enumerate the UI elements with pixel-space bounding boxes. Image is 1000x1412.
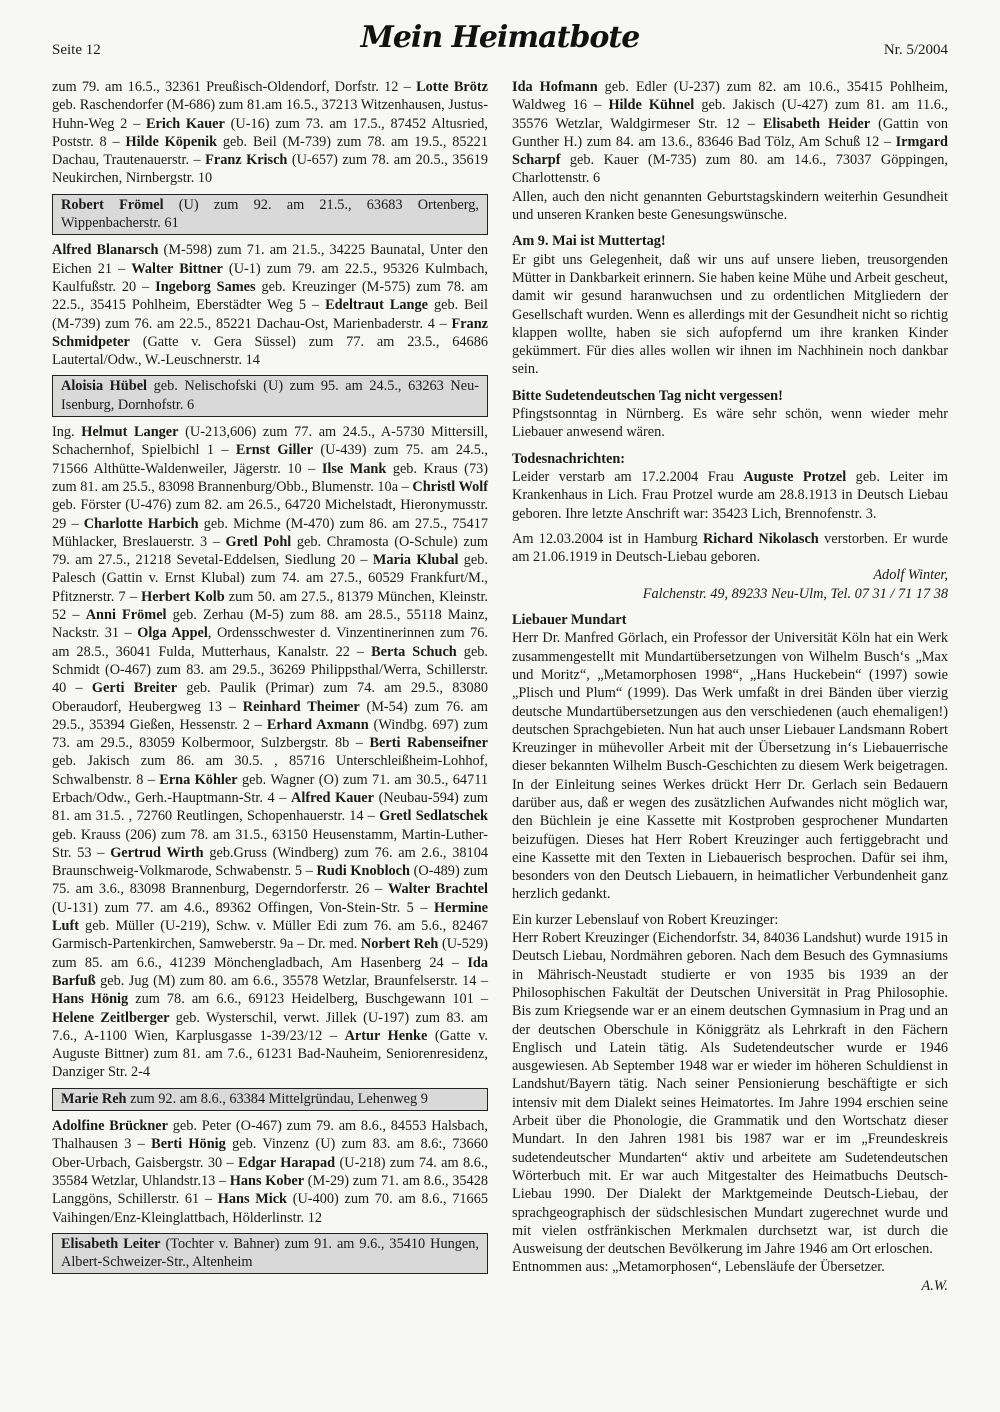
- person-name: Gretl Sedlatschek: [379, 808, 488, 825]
- mothers-day-heading: Am 9. Mai ist Muttertag!: [512, 233, 666, 250]
- person-name: Alfred Kauer: [291, 789, 374, 806]
- highlight-box-4: Elisabeth Leiter (Tochter v. Bahner) zum 91. am 9.6., 35410 Hungen, Albert-Schweizer-Str., Altenheim: [52, 1233, 488, 1275]
- person-name: Hans Mick: [217, 1191, 288, 1208]
- obituaries-heading: Todesnachrichten:: [512, 450, 626, 467]
- person-name: Franz Krisch: [205, 152, 288, 169]
- source-note: Entnommen aus: „Metamorphosen“, Lebensläufe der Übersetzer.: [512, 1259, 885, 1276]
- person-name: Ingeborg Sames: [155, 278, 256, 295]
- bio-text: Herr Robert Kreuzinger (Eichendorfstr. 34, 84036 Landshut) wurde 1915 in Deutsch Liebau, Nordmähren geboren. Nach dem Besuch des Gymnasiums in Mährisch-Neustadt studierte er von 1935 bis 1939 an der Philosophischen Fakultät der Deutschen Universität in Prag Philosophie. Bis zum Kriegsende war er an einem deutschen Gymnasium in Prag und an der deutschen Oberschule in Königgrätz als Lehrkraft in den Fächern Englisch und Latein tätig. Als Sudetendeutscher wurde er 1946 ausgewiesen. Ab September 1948 war er wieder im höheren Schuldienst in Landshut/Bayern tätig. Nach seiner Pensionierung beschäftigte er sich intensiv mit dem Dialekt seines Heimatortes. Im Jahre 1994 erschien seine Arbeit über die Phonologie, die Grammatik und den Wortschatz dieser Mundart. In den Jahren 1981 bis 1987 war er im „Freundeskreis sudetendeutscher Mundarten“ aktiv und arbeitete am Sudetendeutschen Wörterbuch mit. Er war auch Mitgestalter des Heimatbuchs Deutsch-Liebau 1990. Der Dialekt der Marktgemeinde Deutsch-Liebau, der sprachgeographisch der südschlesischen Mundart zugerechnet wurde und mit vielen ostfränkischen Merkmalen durchsetzt war, ist durch die Ausweisung der deutschen Bevölkerung im Jahre 1946 am Ort erloschen.: [512, 930, 948, 1258]
- obituary-2: Am 12.03.2004 ist in Hamburg Richard Nikolasch verstorben. Er wurde am 21.06.1919 in Deutsch-Liebau geboren.: [512, 530, 948, 566]
- person-name: Adolfine Brückner: [52, 1118, 168, 1135]
- person-name: Berti Hönig: [151, 1136, 226, 1153]
- masthead-logo: Mein Heimatbote: [360, 20, 640, 55]
- author-initials: A.W.: [921, 1277, 948, 1294]
- person-name: Christl Wolf: [412, 478, 488, 495]
- page-number: Seite 12: [52, 42, 101, 58]
- person-name: Rudi Knobloch: [316, 863, 410, 880]
- person-name: Edgar Harapad: [238, 1154, 336, 1171]
- person-name: Helene Zeitlberger: [52, 1009, 170, 1026]
- person-name: Ida Barfuß: [52, 954, 488, 989]
- person-name: Hilde Kühnel: [608, 97, 695, 114]
- birthday-list-4: Adolfine Brückner geb. Peter (O-467) zum 79. am 8.6., 84553 Halsbach, Thalhausen 3 – Berti Hönig geb. Vinzenz (U) zum 83. am 8.6:, 73660 Ober-Urbach, Gaisbergstr. 30 – Edgar Harapad (U-218) zum 74. am 8.6., 35584 Wetzlar, Uhlandstr.13 – Hans Kober (M-29) zum 71. am 8.6., 35428 Langgöns, Schillerstr. 61 – Hans Mick (U-400) zum 70. am 8.6., 71665 Vaihingen/Enz-Kleinglattbach, Hölderlinstr. 12: [52, 1118, 488, 1226]
- person-name: Gerti Breiter: [91, 680, 178, 697]
- person-name: Helmut Langer: [81, 424, 179, 441]
- left-column: [52, 78, 488, 1280]
- person-name: Franz Schmidpeter: [52, 315, 488, 350]
- person-name: Gertrud Wirth: [110, 844, 204, 861]
- person-name: Edeltraut Lange: [325, 297, 428, 314]
- person-name: Erhard Axmann: [266, 716, 369, 733]
- person-name: Hermine Luft: [52, 899, 488, 935]
- sudeten-day-heading: Bitte Sudetendeutschen Tag nicht vergessen!: [512, 387, 783, 404]
- sudeten-day-text: Pfingstsonntag in Nürnberg. Es wäre sehr schön, wenn wieder mehr Liebauer anwesend wären.: [512, 406, 948, 441]
- signature-name: Adolf Winter,: [873, 567, 948, 584]
- birthday-list-5: Ida Hofmann geb. Edler (U-237) zum 82. am 10.6., 35415 Pohlheim, Waldweg 16 – Hilde Kühnel geb. Jakisch (U-427) zum 81. am 11.6., 35576 Wetzlar, Waldgirmeser Str. 12 – Elisabeth Heider (Gattin von Gunther H.) zum 84. am 13.6., 83646 Bad Tölz, Am Schuß 12 – Irmgard Scharpf geb. Kauer (M-735) zum 80. am 14.6., 73037 Göppingen, Charlottenstr. 6: [512, 79, 948, 187]
- person-name: Elisabeth Heider: [762, 115, 871, 132]
- person-name: Aloisia Hübel: [61, 378, 148, 395]
- issue-number: Nr. 5/2004: [883, 42, 948, 58]
- person-name: Berti Rabenseifner: [369, 735, 489, 752]
- person-name: Ida Hofmann: [512, 79, 598, 95]
- birthday-list-2: Alfred Blanarsch (M-598) zum 71. am 21.5., 34225 Baunatal, Unter den Eichen 21 – Walter Bittner (U-1) zum 79. am 22.5., 95326 Kulmbach, Kaulfußstr. 20 – Ingeborg Sames geb. Kreuzinger (M-575) zum 78. am 22.5., 35415 Pohlheim, Eberstädter Weg 5 – Edeltraut Lange geb. Beil (M-739) zum 76. am 22.5., 85221 Dachau-Ost, Marienbaderstr. 4 – Franz Schmidpeter (Gatte v. Gera Süssel) zum 77. am 23.5., 64686 Lautertal/Odw., W.-Leuschnerstr. 14: [52, 242, 489, 369]
- person-name: Ernst Giller: [235, 442, 314, 459]
- person-name: Hans Kober: [229, 1172, 305, 1189]
- person-name: Alfred Blanarsch: [52, 242, 159, 259]
- person-name: Elisabeth Leiter: [61, 1235, 161, 1252]
- person-name: Hans Hönig: [52, 991, 129, 1008]
- person-name: Erna Köhler: [159, 771, 238, 788]
- highlight-box-3: Marie Reh zum 92. am 8.6., 63384 Mittelgründau, Lehenweg 9: [52, 1088, 488, 1111]
- person-name: Marie Reh: [61, 1090, 127, 1107]
- bio-intro: Ein kurzer Lebenslauf von Robert Kreuzinger:: [512, 911, 779, 928]
- mothers-day-text: Er gibt uns Gelegenheit, daß wir uns auf unsere lieben, treusorgenden Mütter in Dankbarkeit erinnern. Sie haben keine Mühe und Arbeit gescheut, damit wir gesund haranwuchsen und zu ordentlichen Mitgliedern der Gesellschaft wurden. Wenn es allerdings mit der Gesundheit nicht so richtig klappen wollte, haben sie sich aufopfernd um ihre kranken Kinder gekümmert. Für dies alles wollen wir ihnen im Nachhinein noch dankbar sein.: [512, 251, 948, 378]
- person-name: Irmgard Scharpf: [512, 133, 948, 169]
- person-name: Anni Frömel: [85, 607, 167, 624]
- dialect-text: Herr Dr. Manfred Görlach, ein Professor der Universität Köln hat ein Werk zusammengestellt mit Mundartübersetzungen von Wilhelm Busch‘s „Max und Moritz“, „Metamorphosen 1998“, „Hans Huckebein“ (1997) sowie „Plisch und Plum“ (1999). Das Werk umfaßt in drei Bänden über vierzig deutsche Mundartübersetzungen aus den verschiedenen (auch ehemaligen!) deutschen Sprachgebieten. Nun hat auch unser Liebauer Landsmann Robert Kreuzinger in mühevoller Arbeit mit der Übersetzung in‘s Liebauerrische dieser bekannten Wilhelm Busch-Geschichten zu diesem Werk beigetragen. In der Einleitung seines Werkes drückt Herr Dr. Gerlach sein Bedauern darüber aus, daß er wegen des zusätzlichen Aufwandes nicht möglich war, den Büchlein je eine Kassette mit Kostproben gesprochener Mundarten beizufügen. Dieses hat Herr Robert Kreuzinger auch fertiggebracht und eine Kassette mit den Texten in Liebauerisch besprochen. Dafür sei ihm, besonders von den Deutsch Liebauern, in heimatlicher Verbundenheit ganz herzlich gedankt.: [512, 630, 948, 903]
- person-name: Norbert Reh: [360, 936, 439, 953]
- person-name: Ilse Mank: [321, 460, 387, 477]
- person-name: Reinhard Theimer: [242, 698, 360, 715]
- person-name: Walter Brachtel: [387, 881, 488, 898]
- wishes-text: Allen, auch den nicht genannten Geburtstagskindern weiterhin Gesundheit und unseren Kranken beste Genesungswünsche.: [512, 188, 948, 224]
- person-name: Hilde Köpenik: [125, 133, 218, 150]
- person-name: Artur Henke: [344, 1027, 428, 1044]
- person-name: Walter Bittner: [131, 260, 223, 277]
- right-column: [512, 78, 948, 1295]
- obituary-1: Leider verstarb am 17.2.2004 Frau Auguste Protzel geb. Leiter im Krankenhaus in Lich. Frau Protzel wurde am 28.8.1913 in Deutsch Liebau geboren. Ihre letzte Anschrift war: 35423 Lich, Brennofenstr. 3.: [512, 468, 948, 522]
- highlight-box-1: Robert Frömel (U) zum 92. am 21.5., 63683 Ortenberg, Wippenbacherstr. 61: [52, 194, 488, 236]
- page-header: [52, 20, 948, 70]
- person-name: Lotte Brötz: [416, 79, 489, 95]
- person-name: Erich Kauer: [146, 115, 225, 132]
- person-name: Gretl Pohl: [225, 533, 292, 550]
- person-name: Herbert Kolb: [141, 588, 225, 605]
- birthday-list-3: Ing. Helmut Langer (U-213,606) zum 77. am 24.5., A-5730 Mittersill, Schachernhof, Spielbichl 1 – Ernst Giller (U-439) zum 75. am 24.5., 71566 Althütte-Waldenweiler, Jägerstr. 10 – Ilse Mank geb. Kraus (73) zum 81. am 25.5., 83098 Brannenburg/Obb., Blumenstr. 10a – Christl Wolf geb. Förster (U-476) zum 82. am 26.5., 64720 Michelstadt, Hieronymusstr. 29 – Charlotte Harbich geb. Michme (M-470) zum 86. am 27.5., 75417 Mühlacker, Breslauerstr. 3 – Gretl Pohl geb. Chramosta (O-Schule) zum 79. am 27.5., 21218 Sevetal-Eddelsen, Siedlung 20 – Maria Klubal geb. Palesch (Gattin v. Ernst Klubal) zum 74. am 27.5., 60529 Frankfurt/M., Pfitznerstr. 7 – Herbert Kolb zum 50. am 27.5., 81379 München, Kleinstr. 52 – Anni Frömel geb. Zerhau (M-5) zum 88. am 28.5., 55118 Mainz, Nackstr. 31 – Olga Appel, Ordensschwester d. Vinzentinerinnen zum 76. am 28.5., 36041 Fulda, Mutterhaus, Kanalstr. 22 – Berta Schuch geb. Schmidt (O-467) zum 83. am 29.5., 36269 Philippsthal/Werra, Schillerstr. 40 – Gerti Breiter geb. Paulik (Primar) zum 74. am 29.5., 83080 Oberaudorf, Heubergweg 13 – Reinhard Theimer (M-54) zum 76. am 29.5., 35394 Gießen, Hessenstr. 2 – Erhard Axmann (Windbg. 697) zum 73. am 29.5., 83059 Kolbermoor, Sulzbergstr. 8b – Berti Rabenseifner geb. Jakisch zum 86. am 30.5. , 85716 Unterschleißheim-Lohhof, Schwalbenstr. 8 – Erna Köhler geb. Wagner (O) zum 71. am 30.5., 64711 Erbach/Odw., Gerh.-Hauptmann-Str. 4 – Alfred Kauer (Neubau-594) zum 81. am 31.5. , 72760 Reutlingen, Schopenhauerstr. 14 – Gretl Sedlatschek geb. Krauss (206) zum 78. am 31.5., 63150 Heusenstamm, Martin-Luther-Str. 53 – Gertrud Wirth geb.Gruss (Windberg) zum 76. am 2.6., 38104 Braunschweig-Volkmarode, Schwabenstr. 5 – Rudi Knobloch (O-489) zum 75. am 3.6., 83098 Brannenburg, Degerndorferstr. 26 – Walter Brachtel (U-131) zum 77. am 4.6., 89362 Offingen, Von-Stein-Str. 5 – Hermine Luft geb. Müller (U-219), Schw. v. Müller Edi zum 76. am 5.6., 82467 Garmisch-Partenkirchen, Samweberstr. 9a – Dr. med. Norbert Reh (U-529) zum 85. am 6.6., 41239 Mönchengladbach, Am Hasenberg 24 – Ida Barfuß geb. Jug (M) zum 80. am 6.6., 35578 Wetzlar, Braunfelserstr. 14 – Hans Hönig zum 78. am 6.6., 69123 Heidelberg, Buschgewann 101 – Helene Zeitlberger geb. Wysterschil, verwt. Jillek (U-197) zum 83. am 7.6., A-1100 Wien, Karplusgasse 1-39/23/12 – Artur Henke (Gatte v. Auguste Bittner) zum 81. am 7.6., 61231 Bad-Nauheim, Seniorenresidenz, Danziger Str. 2-4: [52, 424, 489, 1081]
- birthday-list-1: zum 79. am 16.5., 32361 Preußisch-Oldendorf, Dorfstr. 12 – Lotte Brötz geb. Raschendorfer (M-686) zum 81.am 16.5., 37213 Witzenhausen, Justus-Huhn-Weg 2 – Erich Kauer (U-16) zum 73. am 17.5., 87452 Altusried, Poststr. 8 – Hilde Köpenik geb. Beil (M-739) zum 78. am 19.5., 85221 Dachau, Trautenauerstr. – Franz Krisch (U-657) zum 78. am 20.5., 35619 Neukirchen, Nirnbergstr. 10: [52, 79, 489, 187]
- person-name: Auguste Protzel: [743, 468, 847, 485]
- person-name: Maria Klubal: [372, 552, 459, 569]
- person-name: Richard Nikolasch: [702, 530, 819, 547]
- signature-address: Falchenstr. 49, 89233 Neu-Ulm, Tel. 07 31 / 71 17 38: [642, 585, 948, 602]
- highlight-box-2: Aloisia Hübel geb. Nelischofski (U) zum 95. am 24.5., 63263 Neu-Isenburg, Dornhofstr. 6: [52, 375, 488, 417]
- dialect-heading: Liebauer Mundart: [512, 612, 627, 629]
- person-name: Robert Frömel: [61, 196, 164, 213]
- person-name: Olga Appel: [137, 625, 208, 642]
- person-name: Berta Schuch: [371, 643, 457, 660]
- person-name: Charlotte Harbich: [83, 515, 199, 532]
